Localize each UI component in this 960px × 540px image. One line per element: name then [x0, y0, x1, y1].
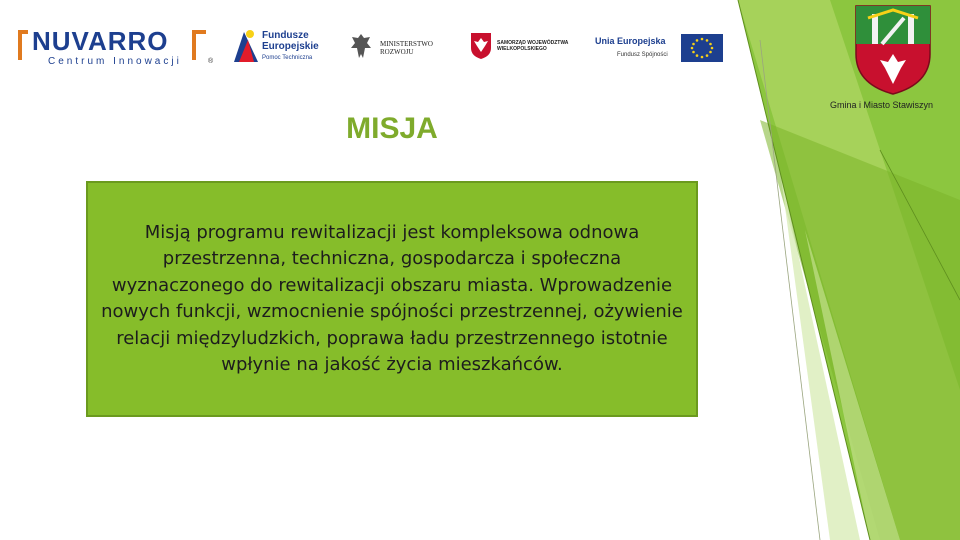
ministerstwo-text: MINISTERSTWO ROZWOJU — [380, 40, 433, 56]
unia-europejska-logo — [595, 34, 725, 66]
logo-bar — [0, 0, 740, 90]
samorzad-logo — [470, 32, 580, 62]
nuvarro-name: NUVARRO — [32, 26, 169, 56]
fundusze-subtitle: Pomoc Techniczna — [262, 55, 313, 61]
fundusze-star-icon — [234, 28, 258, 62]
fundusze-title: Fundusze Europejskie — [262, 30, 319, 52]
nuvarro-subtitle: Centrum Innowacji — [48, 56, 182, 67]
samorzad-text: SAMORZĄD WOJEWÓDZTWA WIELKOPOLSKIEGO — [497, 40, 569, 52]
eagle-icon — [350, 32, 372, 60]
nuvarro-bracket-right — [192, 30, 206, 60]
mission-text: Misją programu rewitalizacji jest kompleksowa odnowa przestrzenna, techniczna, gospodarcza i społeczna wyznaczonego do rewitalizacji obszaru miasta. Wprowadzenie nowych funkcji, wzmocnienie spójności przestrzennej, ożywienie relacji międzyludzkich, poprawa ładu przestrzennego istotnie wpłynie na jakość życia mieszkańców. — [101, 221, 683, 375]
nuvarro-bracket-left — [18, 30, 28, 60]
stawiszyn-coat-of-arms-icon — [854, 4, 932, 96]
unia-subtitle: Fundusz Spójności — [617, 52, 668, 58]
registered-mark: ® — [208, 58, 214, 65]
eu-flag-icon — [681, 34, 723, 62]
unia-title: Unia Europejska — [595, 36, 666, 46]
wielkopolska-shield-icon — [470, 32, 492, 60]
nuvarro-logo — [18, 26, 218, 68]
municipality-caption: Gmina i Miasto Stawiszyn — [830, 100, 934, 110]
ministerstwo-logo — [350, 30, 450, 64]
fundusze-europejskie-logo — [234, 28, 334, 68]
slide-title: MISJA — [346, 112, 438, 146]
mission-box — [86, 181, 698, 417]
